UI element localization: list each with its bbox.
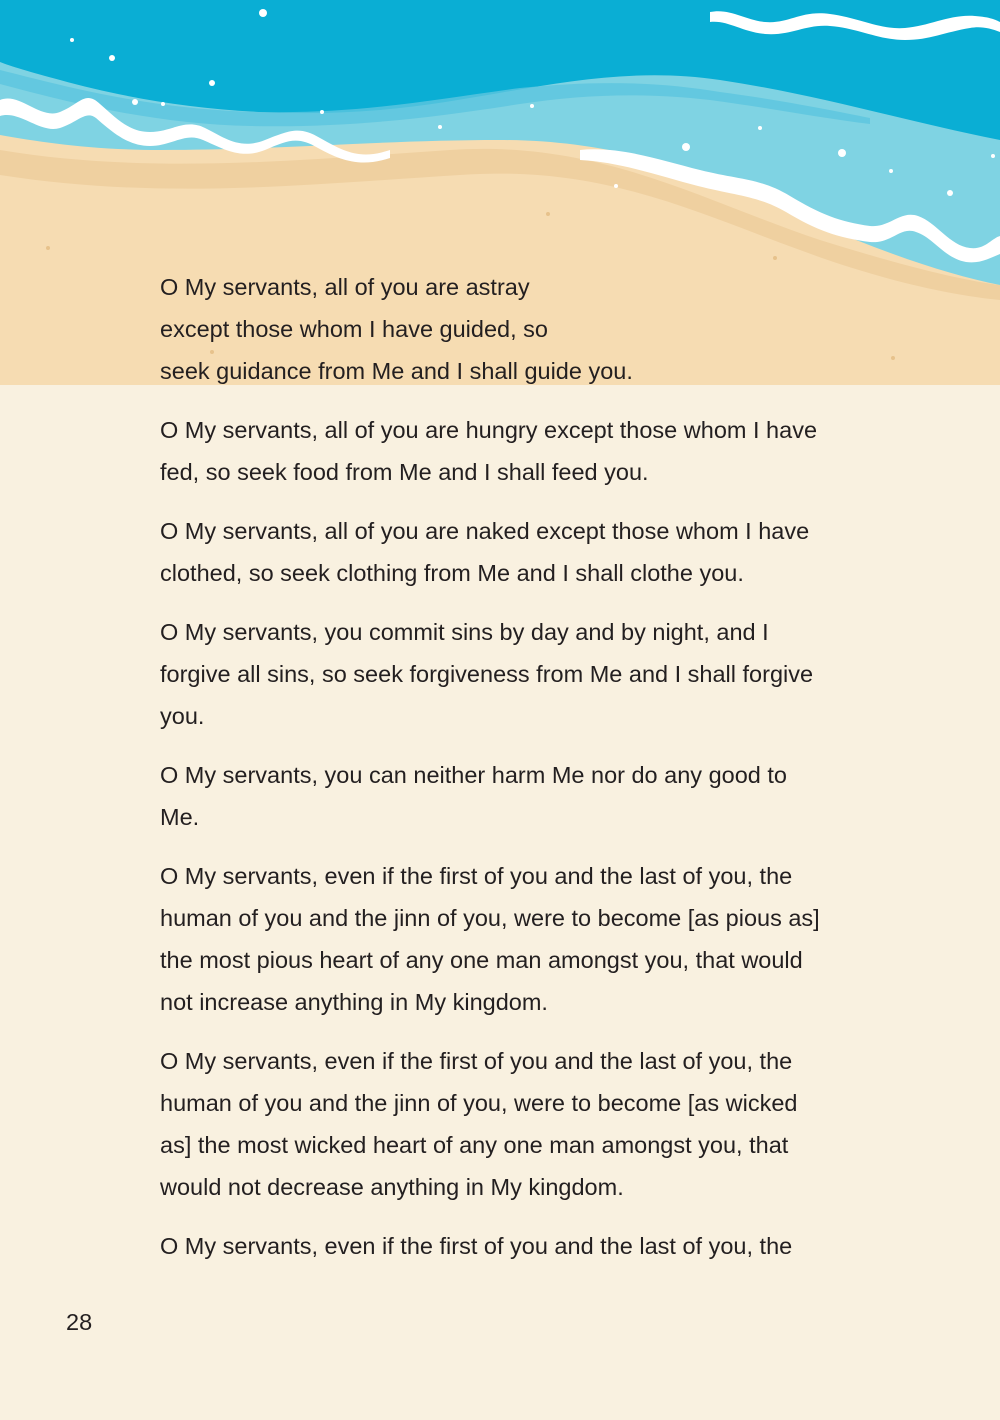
paragraph-3: O My servants, all of you are naked except those whom I have clothed, so seek clothing from Me and I shall clothe you. bbox=[160, 518, 810, 586]
paragraph-7: O My servants, even if the first of you and the last of you, the human of you and the jinn of you, were to become [as wicked as] the most wicked heart of any one man amongst you, that would not decrease anything in My kingdom. bbox=[160, 1048, 798, 1200]
paragraph-8: O My servants, even if the first of you and the last of you, the bbox=[160, 1233, 793, 1259]
paragraph-1: O My servants, all of you are astray except those whom I have guided, so seek guidance from Me and I shall guide you. bbox=[160, 274, 633, 384]
paragraph-2: O My servants, all of you are hungry except those whom I have fed, so seek food from Me and I shall feed you. bbox=[160, 417, 818, 485]
page-number: 28 bbox=[66, 1309, 93, 1335]
paragraph-5: O My servants, you can neither harm Me nor do any good to Me. bbox=[160, 762, 787, 830]
paragraph-6: O My servants, even if the first of you and the last of you, the human of you and the jinn of you, were to become [as pious as] the most pious heart of any one man amongst you, that would not increase anything in My kingdom. bbox=[160, 863, 820, 1015]
main-text bbox=[160, 266, 850, 1284]
paragraph-4: O My servants, you commit sins by day and by night, and I forgive all sins, so seek forgiveness from Me and I shall forgive you. bbox=[160, 619, 814, 729]
